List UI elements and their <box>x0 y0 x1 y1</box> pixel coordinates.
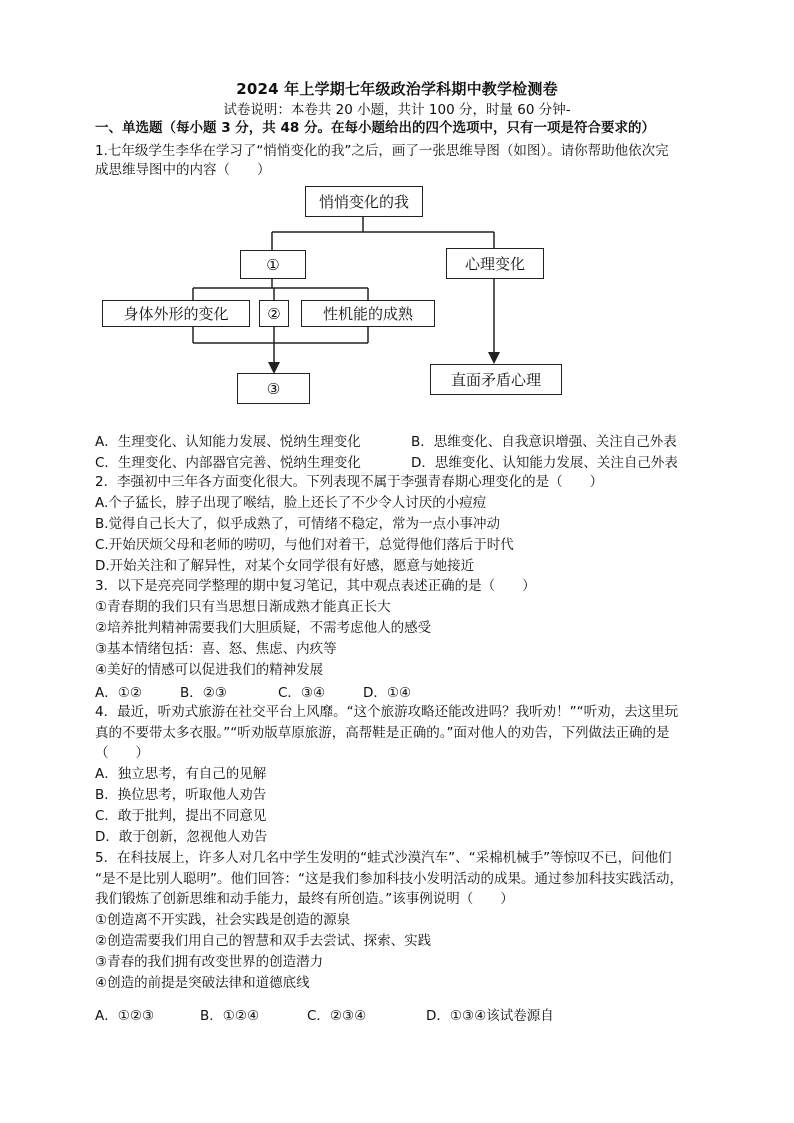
q5-statement-3: ③青春的我们拥有改变世界的创造潜力 <box>95 954 324 970</box>
diagram-root-box: 悄悄变化的我 <box>305 186 423 217</box>
diagram-body-shape-box: 身体外形的变化 <box>102 300 250 327</box>
q5-stem-line1: 5．在科技展上，许多人对几名中学生发明的“蛙式沙漠汽车”、“采棉机械手”等惊叹不已，问他们 <box>95 850 672 866</box>
diagram-blank-2-box: ② <box>259 300 289 327</box>
diagram-psych-change-box: 心理变化 <box>446 248 544 279</box>
q3-statement-1: ①青春期的我们只有当思想日渐成熟才能真正长大 <box>95 599 391 615</box>
q4-stem-line3: （ ） <box>95 745 149 761</box>
diagram-contradiction-box: 直面矛盾心理 <box>430 364 562 395</box>
q5-option-b[interactable]: B．①②④ <box>200 1008 260 1024</box>
q4-stem-line1: 4．最近，听劝式旅游在社交平台上风靡。“这个旅游攻略还能改进吗？我听劝！”“听劝，去这里玩 <box>95 704 679 720</box>
q5-statement-4: ④创造的前提是突破法律和道德底线 <box>95 975 310 991</box>
q2-stem: 2．李强初中三年各方面变化很大。下列表现不属于李强青春期心理变化的是（ ） <box>95 474 604 490</box>
exam-instructions: 试卷说明：本卷共 20 小题，共计 100 分，时量 60 分钟- <box>223 102 571 118</box>
q5-stem-line2: “是不是比别人聪明”。他们回答：“这是我们参加科技小发明活动的成果。通过参加科技实践活动， <box>95 871 683 887</box>
q3-statement-4: ④美好的情感可以促进我们的精神发展 <box>95 662 324 678</box>
q3-option-b[interactable]: B．②③ <box>180 685 227 701</box>
q2-option-b[interactable]: B.觉得自己长大了，似乎成熟了，可情绪不稳定，常为一点小事冲动 <box>95 516 501 532</box>
diagram-blank-3-box: ③ <box>237 373 310 404</box>
q3-option-a[interactable]: A．①② <box>95 685 142 701</box>
q4-option-b[interactable]: B．换位思考，听取他人劝告 <box>95 787 267 803</box>
q1-option-b[interactable]: B．思维变化、自我意识增强、关注自己外表 <box>411 434 677 450</box>
q2-option-c[interactable]: C.开始厌烦父母和老师的唠叨，与他们对着干，总觉得他们落后于时代 <box>95 537 514 553</box>
q5-option-c[interactable]: C．②③④ <box>307 1008 367 1024</box>
exam-title: 2024 年上学期七年级政治学科期中教学检测卷 <box>236 80 558 98</box>
q3-option-d[interactable]: D．①④ <box>363 685 412 701</box>
q4-stem-line2: 真的不要带太多衣服。”“听劝版草原旅游，高帮鞋是正确的。”面对他人的劝告，下列做法正确的是 <box>95 725 670 741</box>
q1-stem-line1: 1.七年级学生李华在学习了“悄悄变化的我”之后，画了一张思维导图（如图）。请你帮助他依次完 <box>95 143 669 159</box>
q3-statement-3: ③基本情绪包括：喜、怒、焦虑、内疚等 <box>95 641 337 657</box>
q4-option-a[interactable]: A．独立思考，有自己的见解 <box>95 766 267 782</box>
q1-option-a[interactable]: A．生理变化、认知能力发展、悦纳生理变化 <box>95 434 361 450</box>
q1-option-d[interactable]: D．思维变化、认知能力发展、关注自己外表 <box>411 455 678 471</box>
q4-option-d[interactable]: D．敢于创新，忽视他人劝告 <box>95 829 268 845</box>
mind-map-diagram <box>100 180 560 410</box>
q2-option-d[interactable]: D.开始关注和了解异性，对某个女同学很有好感，愿意与她接近 <box>95 558 475 574</box>
q1-option-c[interactable]: C．生理变化、内部器官完善、悦纳生理变化 <box>95 455 361 471</box>
q2-option-a[interactable]: A.个子猛长，脖子出现了喉结，脸上还长了不少令人讨厌的小痘痘 <box>95 495 487 511</box>
q5-stem-line3: 我们锻炼了创新思维和动手能力，最终有所创造。”该事例说明（ ） <box>95 891 514 907</box>
q3-statement-2: ②培养批判精神需要我们大胆质疑，不需考虑他人的感受 <box>95 620 432 636</box>
q5-option-a[interactable]: A．①②③ <box>95 1008 155 1024</box>
q5-statement-1: ①创造离不开实践，社会实践是创造的源泉 <box>95 912 351 928</box>
section-heading-single-choice: 一、单选题（每小题 3 分，共 48 分。在每小题给出的四个选项中，只有一项是符合要求的） <box>95 120 655 136</box>
q4-option-c[interactable]: C．敢于批判，提出不同意见 <box>95 808 267 824</box>
diagram-blank-1-box: ① <box>240 250 306 279</box>
q5-statement-2: ②创造需要我们用自己的智慧和双手去尝试、探索、实践 <box>95 933 432 949</box>
q3-option-c[interactable]: C．③④ <box>278 685 326 701</box>
q3-stem: 3．以下是亮亮同学整理的期中复习笔记，其中观点表述正确的是（ ） <box>95 578 536 594</box>
diagram-sexual-maturity-box: 性机能的成熟 <box>301 300 435 327</box>
q5-option-d[interactable]: D．①③④该试卷源自 <box>426 1008 554 1024</box>
q1-stem-line2: 成思维导图中的内容（ ） <box>95 162 271 178</box>
